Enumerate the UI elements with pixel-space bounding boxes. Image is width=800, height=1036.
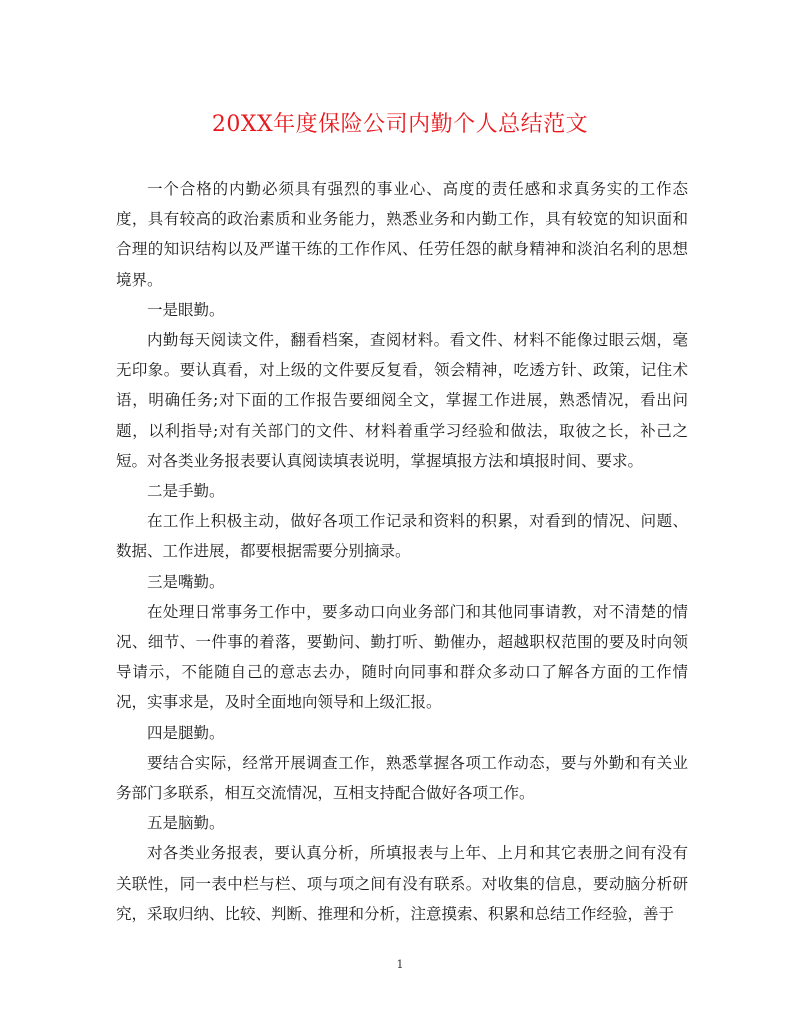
paragraph-mouth: 在处理日常事务工作中，要多动口向业务部门和其他同事请教，对不清楚的情况、细节、一件事的着落，要勤问、勤打听、勤催办，超越职权范围的要及时向领导请示，不能随自己的意志去办，随时向同事和群众多动口了解各方面的工作情况，实事求是，及时全面地向领导和上级汇报。 xyxy=(116,602,688,712)
section-heading-mouth: 三是嘴勤。 xyxy=(147,572,225,591)
paragraph-hands: 在工作上积极主动，做好各项工作记录和资料的积累，对看到的情况、问题、数据、工作进展，都要根据需要分别摘录。 xyxy=(116,512,688,561)
section-heading-brain: 五是脑勤。 xyxy=(147,814,225,833)
paragraph-eyes: 内勤每天阅读文件，翻看档案，查阅材料。看文件、材料不能像过眼云烟，毫无印象。要认真看，对上级的文件要反复看，领会精神，吃透方针、政策，记住术语，明确任务;对下面的工作报告要细阅全文，掌握工作进展，熟悉情况，看出问题，以利指导;对有关部门的文件、材料着重学习经验和做法，取彼之长，补己之短。对各类业务报表要认真阅读填表说明，掌握填报方法和填报时间、要求。 xyxy=(116,331,688,470)
paragraph-legs: 要结合实际，经常开展调查工作，熟悉掌握各项工作动态，要与外勤和有关业务部门多联系，相互交流情况，互相支持配合做好各项工作。 xyxy=(116,753,688,803)
document-title: 20XX年度保险公司内勤个人总结范文 xyxy=(211,112,589,137)
document-body xyxy=(116,174,688,929)
section-heading-eyes: 一是眼勤。 xyxy=(147,300,225,319)
section-heading-hands: 二是手勤。 xyxy=(147,482,225,501)
paragraph-brain: 对各类业务报表，要认真分析，所填报表与上年、上月和其它表册之间有没有关联性，同一表中栏与栏、项与项之间有没有联系。对收集的信息，要动脑分析研究，采取归纳、比较、判断、推理和分析，注意摸索、积累和总结工作经验，善于 xyxy=(116,844,688,923)
page-number: 1 xyxy=(396,958,404,971)
paragraph-intro: 一个合格的内勤必须具有强烈的事业心、高度的责任感和求真务实的工作态度，具有较高的政治素质和业务能力，熟悉业务和内勤工作，具有较宽的知识面和合理的知识结构以及严谨干练的工作作风、任劳任怨的献身精神和淡泊名利的思想境界。 xyxy=(116,180,688,289)
section-heading-legs: 四是腿勤。 xyxy=(147,723,225,742)
